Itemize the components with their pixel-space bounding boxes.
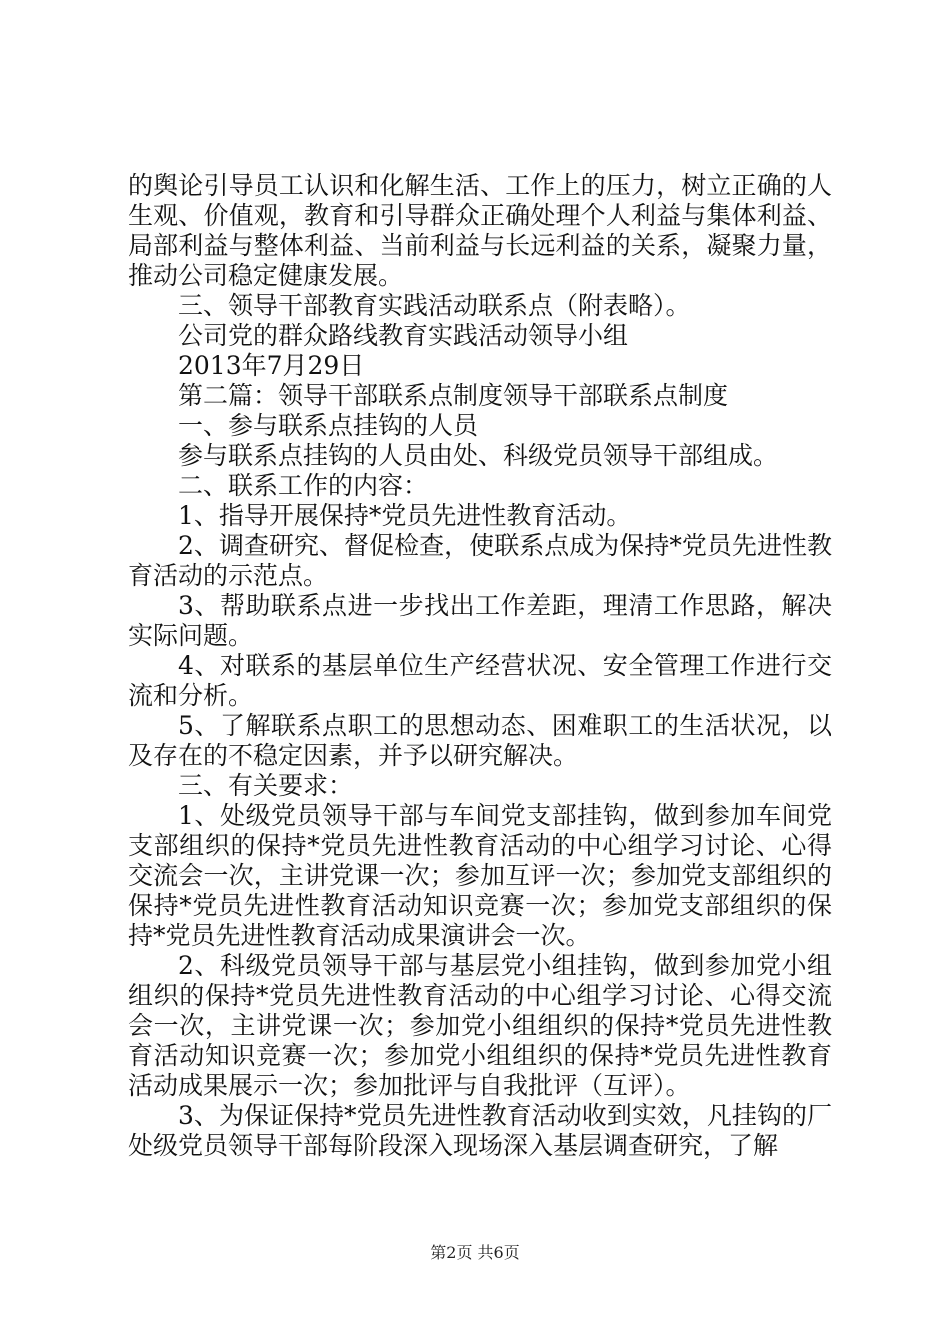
page-footer (0, 1240, 950, 1263)
list-item: 1、指导开展保持*党员先进性教育活动。 (178, 501, 632, 530)
section-heading: 第二篇：领导干部联系点制度领导干部联系点制度 (178, 381, 729, 410)
paragraph: 三、领导干部教育实践活动联系点（附表略）。 (178, 291, 691, 320)
page-number-label: 第2页 共6页 (430, 1243, 520, 1262)
paragraph: 公司党的群众路线教育实践活动领导小组 (178, 321, 629, 350)
list-item: 1、处级党员领导干部与车间党支部挂钩，做到参加车间党支部组织的保持*党员先进性教育活动的中心组学习讨论、心得交流会一次，主讲党课一次；参加互评一次；参加党支部组织的保持*党员先进性教育活动知识竞赛一次；参加党支部组织的保持*党员先进性教育活动成果演讲会一次。 (128, 801, 832, 950)
list-item: 2、科级党员领导干部与基层党小组挂钩，做到参加党小组组织的保持*党员先进性教育活动的中心组学习讨论、心得交流会一次，主讲党课一次；参加党小组组织的保持*党员先进性教育活动知识竞赛一次；参加党小组组织的保持*党员先进性教育活动成果展示一次；参加批评与自我批评（互评）。 (128, 951, 832, 1100)
list-item: 4、对联系的基层单位生产经营状况、安全管理工作进行交流和分析。 (128, 651, 832, 710)
section-heading: 一、参与联系点挂钩的人员 (178, 411, 479, 440)
list-item: 3、为保证保持*党员先进性教育活动收到实效，凡挂钩的厂处级党员领导干部每阶段深入现场深入基层调查研究，了解 (128, 1101, 832, 1160)
section-heading: 二、联系工作的内容： (178, 471, 429, 500)
list-item: 2、调查研究、督促检查，使联系点成为保持*党员先进性教育活动的示范点。 (128, 531, 832, 590)
section-heading: 三、有关要求： (178, 771, 354, 800)
list-item: 5、了解联系点职工的思想动态、困难职工的生活状况，以及存在的不稳定因素，并予以研究解决。 (128, 711, 832, 770)
list-item: 3、帮助联系点进一步找出工作差距，理清工作思路，解决实际问题。 (128, 591, 832, 650)
document-body (128, 171, 832, 1161)
paragraph: 2013年7月29日 (178, 351, 365, 380)
paragraph: 参与联系点挂钩的人员由处、科级党员领导干部组成。 (178, 441, 779, 470)
paragraph: 的舆论引导员工认识和化解生活、工作上的压力，树立正确的人生观、价值观，教育和引导群众正确处理个人利益与集体利益、局部利益与整体利益、当前利益与长远利益的关系，凝聚力量，推动公司稳定健康发展。 (128, 171, 832, 290)
